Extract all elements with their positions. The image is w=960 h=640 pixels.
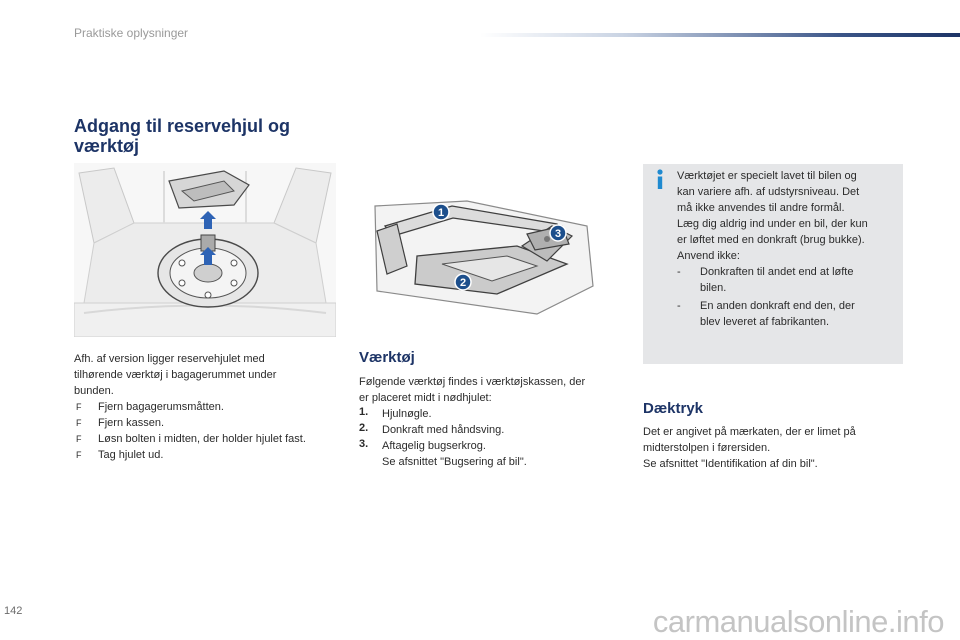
tool-kit-illustration bbox=[357, 186, 603, 326]
page-title-line2: værktøj bbox=[74, 136, 140, 156]
tool-number: 1. bbox=[359, 406, 369, 418]
tyre-line: Se afsnittet "Identifikation af din bil". bbox=[643, 458, 818, 470]
info-dash-item bbox=[700, 264, 900, 296]
dash-icon: - bbox=[677, 266, 681, 278]
info-dash-item bbox=[700, 298, 900, 330]
bullet-icon: F bbox=[76, 418, 82, 428]
bullet-icon: F bbox=[76, 402, 82, 412]
intro-text bbox=[74, 351, 344, 399]
info-dash-line: Donkraften til andet end at løfte bbox=[700, 266, 854, 278]
callout-1: 1 bbox=[437, 207, 445, 219]
intro-bullet: Løsn bolten i midten, der holder hjulet fast. bbox=[98, 433, 306, 445]
tyre-heading: Dæktryk bbox=[643, 400, 704, 417]
tools-line: Følgende værktøj findes i værktøjskassen, der bbox=[359, 376, 586, 388]
info-line: må ikke anvendes til andre formål. bbox=[677, 202, 845, 214]
tool-item: Donkraft med håndsving. bbox=[382, 424, 505, 436]
tyre-text bbox=[643, 424, 913, 472]
info-line: Værktøjet er specielt lavet til bilen og bbox=[677, 170, 857, 182]
tools-note: Se afsnittet "Bugsering af bil". bbox=[382, 456, 527, 468]
intro-line: bunden. bbox=[74, 385, 114, 397]
tyre-line: midterstolpen i førersiden. bbox=[643, 442, 771, 454]
intro-bullet: Tag hjulet ud. bbox=[98, 449, 164, 461]
bullet-icon: F bbox=[76, 450, 82, 460]
section-title: Praktiske oplysninger bbox=[74, 26, 189, 40]
header-bar bbox=[480, 33, 960, 37]
bullet-icon: F bbox=[76, 434, 82, 444]
tyre-line: Det er angivet på mærkaten, der er limet på bbox=[643, 426, 856, 438]
tool-number: 3. bbox=[359, 438, 369, 450]
tool-item: Aftagelig bugserkrog. bbox=[382, 440, 486, 452]
info-dash-line: blev leveret af fabrikanten. bbox=[700, 316, 830, 328]
callout-3: 3 bbox=[554, 228, 562, 240]
tool-item: Hjulnøgle. bbox=[382, 408, 432, 420]
page-title bbox=[74, 116, 354, 156]
callout-2: 2 bbox=[459, 277, 467, 289]
tool-number: 2. bbox=[359, 422, 369, 434]
intro-bullet: Fjern kassen. bbox=[98, 417, 165, 429]
info-line: kan variere afh. af udstyrsniveau. Det bbox=[677, 186, 860, 198]
page-number: 142 bbox=[4, 605, 23, 617]
info-icon bbox=[652, 168, 668, 190]
info-dash-line: bilen. bbox=[700, 282, 727, 294]
info-text bbox=[677, 168, 897, 264]
watermark: carmanualsonline.info bbox=[652, 604, 944, 639]
info-dash-line: En anden donkraft end den, der bbox=[700, 300, 855, 312]
intro-bullet: Fjern bagagerumsmåtten. bbox=[98, 401, 224, 413]
tools-intro bbox=[359, 374, 629, 406]
intro-line: tilhørende værktøj i bagagerummet under bbox=[74, 369, 277, 381]
tools-heading: Værktøj bbox=[359, 349, 415, 366]
page-title-line1: Adgang til reservehjul og bbox=[74, 116, 291, 136]
tools-line: er placeret midt i nødhjulet: bbox=[359, 392, 492, 404]
info-line: Anvend ikke: bbox=[677, 250, 740, 262]
info-line: Læg dig aldrig ind under en bil, der kun bbox=[677, 218, 868, 230]
dash-icon: - bbox=[677, 300, 681, 312]
intro-line: Afh. af version ligger reservehjulet med bbox=[74, 353, 265, 365]
spare-wheel-illustration bbox=[74, 163, 336, 337]
info-line: er løftet med en donkraft (brug bukke). bbox=[677, 234, 865, 246]
